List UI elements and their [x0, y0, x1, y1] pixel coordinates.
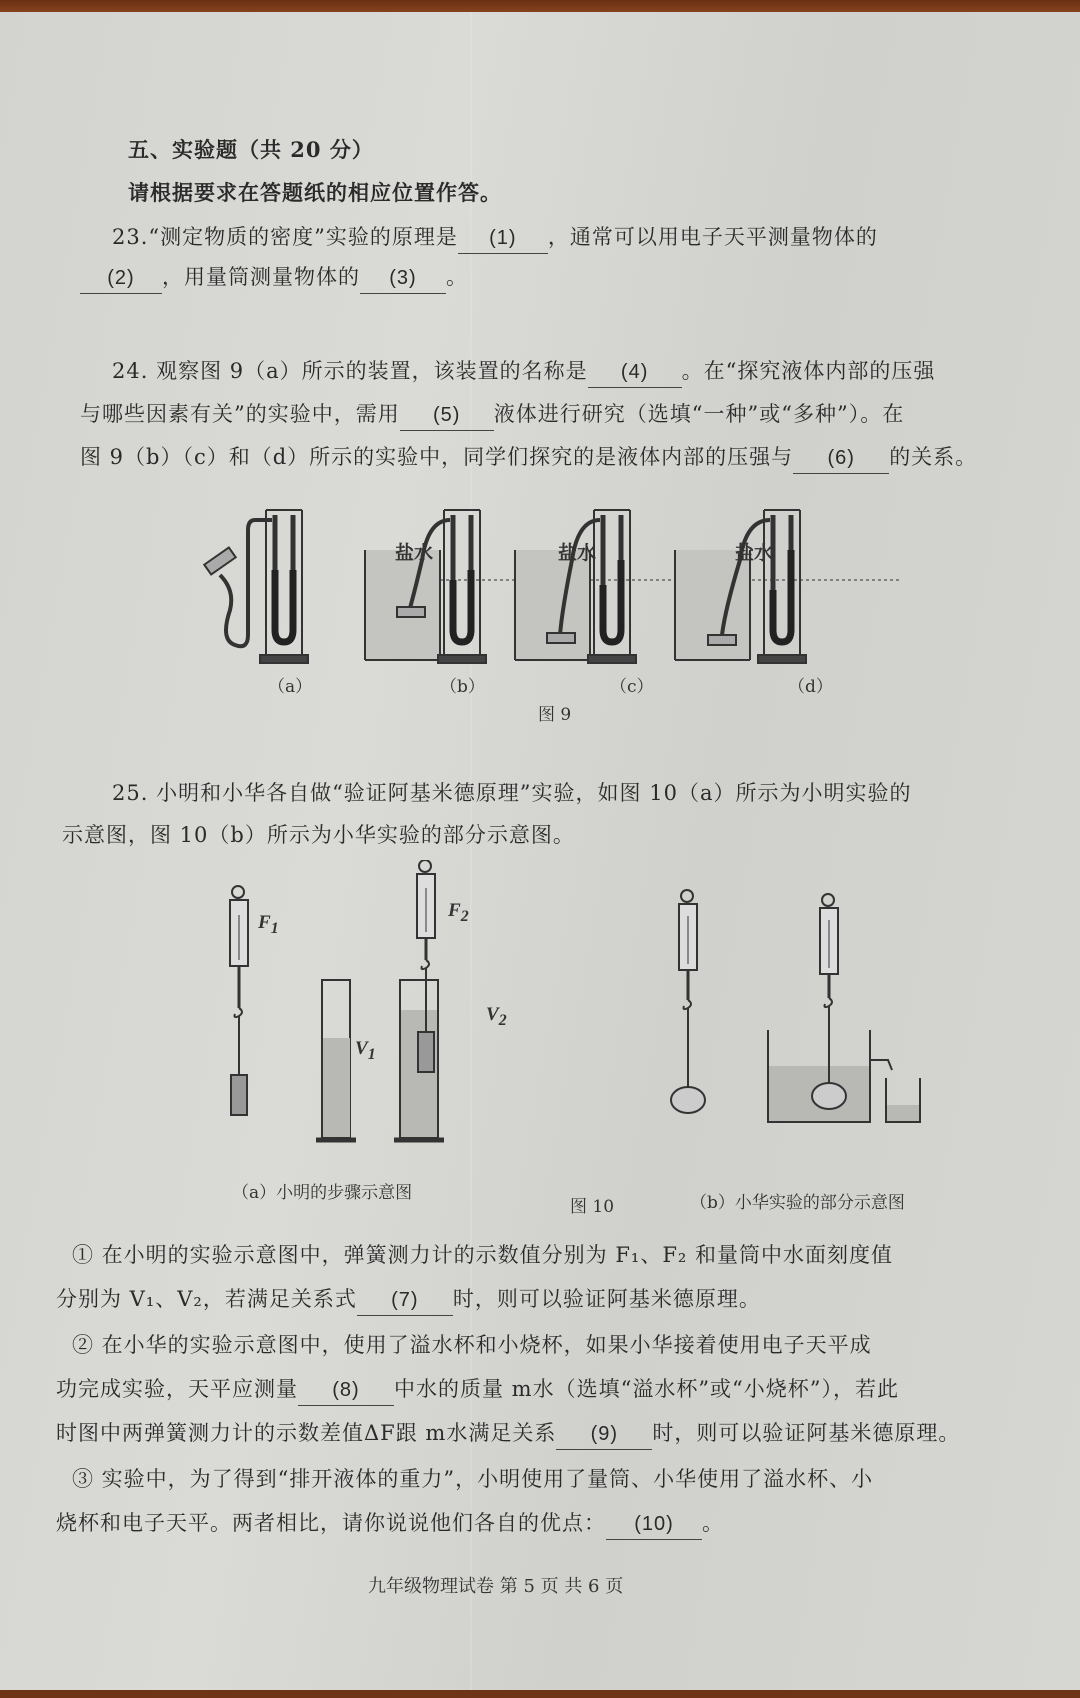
section-title: 五、实验题（共 20 分）	[128, 137, 374, 162]
figure-10a-caption: （a）小明的步骤示意图	[232, 1183, 413, 1203]
q24-text: 与哪些因素有关”的实验中，需用	[80, 402, 400, 426]
label-v2: $V_2$	[486, 1004, 507, 1029]
label-f1: $F_1$	[258, 912, 279, 937]
figure-10b-caption: （b）小华实验的部分示意图	[690, 1193, 905, 1213]
answer-blank-1[interactable]: (1)	[458, 223, 548, 254]
figure-9-caption: 图 9	[538, 705, 572, 725]
q25-sub3-line1: ③ 实验中，为了得到“排开液体的重力”，小明使用了量筒、小华使用了溢水杯、小	[72, 1467, 874, 1491]
panel-label-c: （c）	[610, 677, 654, 697]
liquid-label-c: 盐水	[558, 542, 597, 564]
q25-text: 分别为 V₁、V₂，若满足关系式	[56, 1287, 357, 1311]
q23-line2	[80, 262, 468, 294]
answer-blank-9[interactable]: (9)	[556, 1419, 652, 1450]
q24-text: 的关系。	[889, 445, 978, 469]
q25-text: 时，则可以验证阿基米德原理。	[652, 1421, 961, 1445]
q23-text: ，用量筒测量物体的	[162, 265, 360, 289]
q23-line1	[112, 222, 878, 254]
q23-text: 23.“测定物质的密度”实验的原理是	[112, 225, 458, 249]
answer-blank-4[interactable]: (4)	[588, 357, 682, 388]
q24-line2	[80, 399, 904, 431]
section-instruction: 请根据要求在答题纸的相应位置作答。	[128, 180, 502, 205]
answer-blank-10[interactable]: (10)	[606, 1509, 702, 1540]
panel-label-a: （a）	[268, 677, 313, 697]
label-f2: $F_2$	[448, 900, 469, 925]
q24-text: 图 9（b）（c）和（d）所示的实验中，同学们探究的是液体内部的压强与	[80, 445, 794, 469]
liquid-label-d: 盐水	[735, 542, 774, 564]
q24-text: 液体进行研究（选填“一种”或“多种”）。在	[493, 402, 905, 426]
answer-blank-6[interactable]: (6)	[793, 443, 889, 474]
answer-blank-3[interactable]: (3)	[360, 263, 446, 294]
page-footer: 九年级物理试卷 第 5 页 共 6 页	[368, 1576, 624, 1597]
q25-sub1-line1: ① 在小明的实验示意图中，弹簧测力计的示数值分别为 F₁、F₂ 和量筒中水面刻度值	[72, 1243, 894, 1267]
answer-blank-8[interactable]: (8)	[298, 1375, 394, 1406]
panel-label-b: （b）	[440, 677, 485, 697]
q24-line1	[112, 356, 935, 388]
answer-blank-7[interactable]: (7)	[357, 1285, 453, 1316]
q23-text: ，通常可以用电子天平测量物体的	[547, 225, 878, 249]
q25-text: 烧杯和电子天平。两者相比，请你说说他们各自的优点：	[56, 1511, 606, 1535]
figure-9-manometer-diagram	[200, 490, 900, 690]
q25-line2: 示意图，图 10（b）所示为小华实验的部分示意图。	[62, 823, 575, 847]
figure-10-archimedes-diagram	[200, 860, 980, 1190]
q25-sub2-line3	[56, 1418, 960, 1450]
figure-10-caption: 图 10	[570, 1197, 615, 1217]
liquid-label-b: 盐水	[395, 542, 434, 564]
q23-text: 。	[446, 265, 468, 289]
q25-sub3-line2	[56, 1508, 724, 1540]
q25-text: 时，则可以验证阿基米德原理。	[452, 1287, 761, 1311]
answer-blank-2[interactable]: (2)	[80, 263, 162, 294]
q25-line1: 25. 小明和小华各自做“验证阿基米德原理”实验，如图 10（a）所示为小明实验的	[112, 781, 912, 805]
panel-label-d: （d）	[788, 677, 833, 697]
q25-text: 功完成实验，天平应测量	[56, 1377, 298, 1401]
q25-sub1-line2	[56, 1284, 761, 1316]
q25-sub2-line1: ② 在小华的实验示意图中，使用了溢水杯和小烧杯，如果小华接着使用电子天平成	[72, 1333, 872, 1357]
q24-line3	[80, 442, 977, 474]
q25-text: 中水的质量 m水（选填“溢水杯”或“小烧杯”），若此	[394, 1377, 900, 1401]
q25-text: 。	[702, 1511, 724, 1535]
table-edge-bottom	[0, 1690, 1080, 1698]
q25-sub2-line2	[56, 1374, 899, 1406]
q24-text: 。在“探究液体内部的压强	[681, 359, 936, 383]
q25-text: 时图中两弹簧测力计的示数差值ΔF跟 m水满足关系	[56, 1421, 557, 1445]
q24-text: 24. 观察图 9（a）所示的装置，该装置的名称是	[112, 359, 588, 383]
answer-blank-5[interactable]: (5)	[400, 400, 494, 431]
label-v1: $V_1$	[355, 1038, 376, 1063]
